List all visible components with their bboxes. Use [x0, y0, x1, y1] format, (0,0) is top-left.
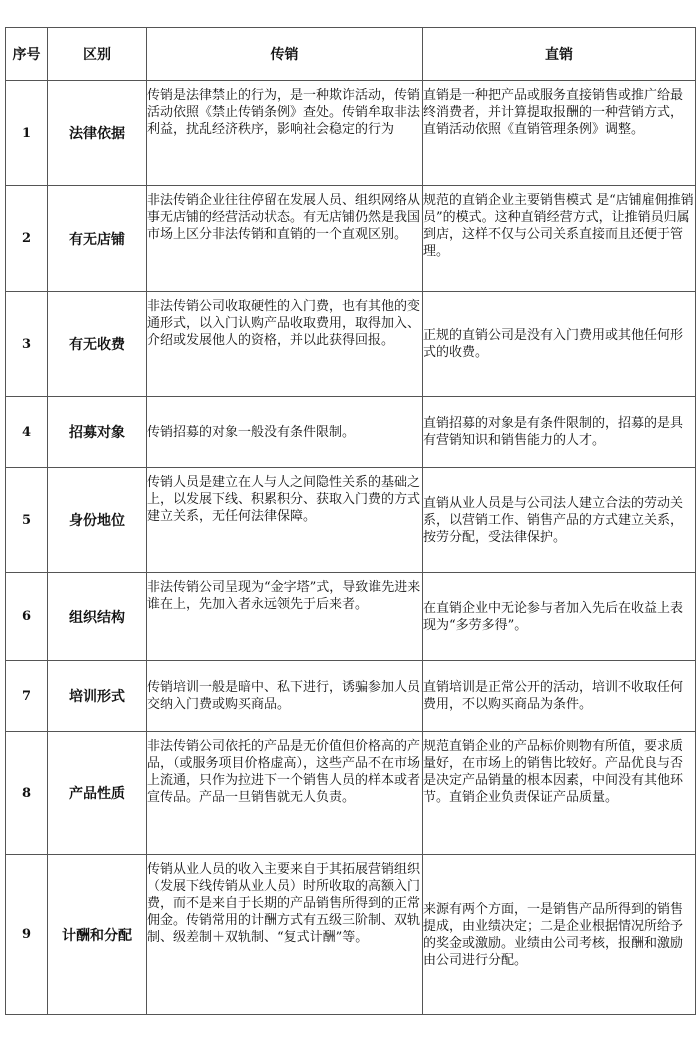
- row-direct-text: 规范直销企业的产品标价则物有所值，要求质量好，在市场上的销售比较好。产品优良与否是决定产品销量的根本因素，中间没有其他环节。直销企业负责保证产品质量。: [423, 732, 696, 855]
- row-category: 培训形式: [48, 661, 147, 732]
- row-num: 6: [6, 573, 48, 661]
- row-num: 5: [6, 468, 48, 573]
- row-num: 2: [6, 186, 48, 292]
- row-category: 组织结构: [48, 573, 147, 661]
- row-mlm-text: 传销是法律禁止的行为，是一种欺诈活动，传销活动依照《禁止传销条例》查处。传销牟取非法利益，扰乱经济秩序，影响社会稳定的行为: [147, 81, 423, 186]
- row-num: 1: [6, 81, 48, 186]
- header-category: 区别: [48, 28, 147, 81]
- row-mlm-text: 传销培训一般是暗中、私下进行，诱骗参加人员交纳入门费或购买商品。: [147, 661, 423, 732]
- row-category: 有无收费: [48, 292, 147, 397]
- table-row: [6, 468, 696, 573]
- row-category: 计酬和分配: [48, 855, 147, 1015]
- table-row: [6, 397, 696, 468]
- row-mlm-text: 非法传销公司收取硬性的入门费，也有其他的变通形式，以入门认购产品收取费用，取得加入、介绍或发展他人的资格，并以此获得回报。: [147, 292, 423, 397]
- row-direct-text: 来源有两个方面，一是销售产品所得到的销售提成，由业绩决定；二是企业根据情况所给予的奖金或激励。业绩由公司考核，报酬和激励由公司进行分配。: [423, 855, 696, 1015]
- row-num: 3: [6, 292, 48, 397]
- table-row: [6, 573, 696, 661]
- table-row: [6, 661, 696, 732]
- row-category: 招募对象: [48, 397, 147, 468]
- comparison-table: [5, 27, 696, 1015]
- table-row: [6, 292, 696, 397]
- row-direct-text: 在直销企业中无论参与者加入先后在收益上表现为“多劳多得”。: [423, 573, 696, 661]
- header-num: 序号: [6, 28, 48, 81]
- row-mlm-text: 非法传销公司呈现为“金字塔”式，导致谁先进来谁在上，先加入者永远领先于后来者。: [147, 573, 423, 661]
- row-num: 7: [6, 661, 48, 732]
- table-row: [6, 186, 696, 292]
- row-direct-text: 规范的直销企业主要销售模式 是“店铺雇佣推销员”的模式。这种直销经营方式，让推销员归属到店，这样不仅与公司关系直接而且还便于管理。: [423, 186, 696, 292]
- row-mlm-text: 非法传销公司依托的产品是无价值但价格高的产品，（或服务项目价格虚高），这些产品不在市场上流通，只作为拉进下一个销售人员的样本或者宣传品。产品一旦销售就无人负责。: [147, 732, 423, 855]
- row-mlm-text: 非法传销企业往往停留在发展人员、组织网络从事无店铺的经营活动状态。有无店铺仍然是我国市场上区分非法传销和直销的一个直观区别。: [147, 186, 423, 292]
- row-mlm-text: 传销招募的对象一般没有条件限制。: [147, 397, 423, 468]
- table-row: [6, 855, 696, 1015]
- header-mlm: 传销: [147, 28, 423, 81]
- header-row: [6, 28, 696, 81]
- row-category: 法律依据: [48, 81, 147, 186]
- row-mlm-text: 传销从业人员的收入主要来自于其拓展营销组织（发展下线传销从业人员）时所收取的高额入门费，而不是来自于长期的产品销售所得到的正常佣金。传销常用的计酬方式有五级三阶制、双轨制、级差制＋双轨制、“复式计酬”等。: [147, 855, 423, 1015]
- row-num: 4: [6, 397, 48, 468]
- header-direct: 直销: [423, 28, 696, 81]
- row-direct-text: 直销从业人员是与公司法人建立合法的劳动关系，以营销工作、销售产品的方式建立关系，按劳分配，受法律保护。: [423, 468, 696, 573]
- row-direct-text: 直销招募的对象是有条件限制的，招募的是具有营销知识和销售能力的人才。: [423, 397, 696, 468]
- row-direct-text: 直销是一种把产品或服务直接销售或推广给最终消费者，并计算提取报酬的一种营销方式，直销活动依照《直销管理条例》调整。: [423, 81, 696, 186]
- row-category: 有无店铺: [48, 186, 147, 292]
- row-num: 9: [6, 855, 48, 1015]
- row-mlm-text: 传销人员是建立在人与人之间隐性关系的基础之上，以发展下线、积累积分、获取入门费的方式建立关系，无任何法律保障。: [147, 468, 423, 573]
- row-num: 8: [6, 732, 48, 855]
- table-row: [6, 81, 696, 186]
- table-row: [6, 732, 696, 855]
- row-category: 身份地位: [48, 468, 147, 573]
- row-direct-text: 正规的直销公司是没有入门费用或其他任何形式的收费。: [423, 292, 696, 397]
- row-direct-text: 直销培训是正常公开的活动，培训不收取任何费用，不以购买商品为条件。: [423, 661, 696, 732]
- row-category: 产品性质: [48, 732, 147, 855]
